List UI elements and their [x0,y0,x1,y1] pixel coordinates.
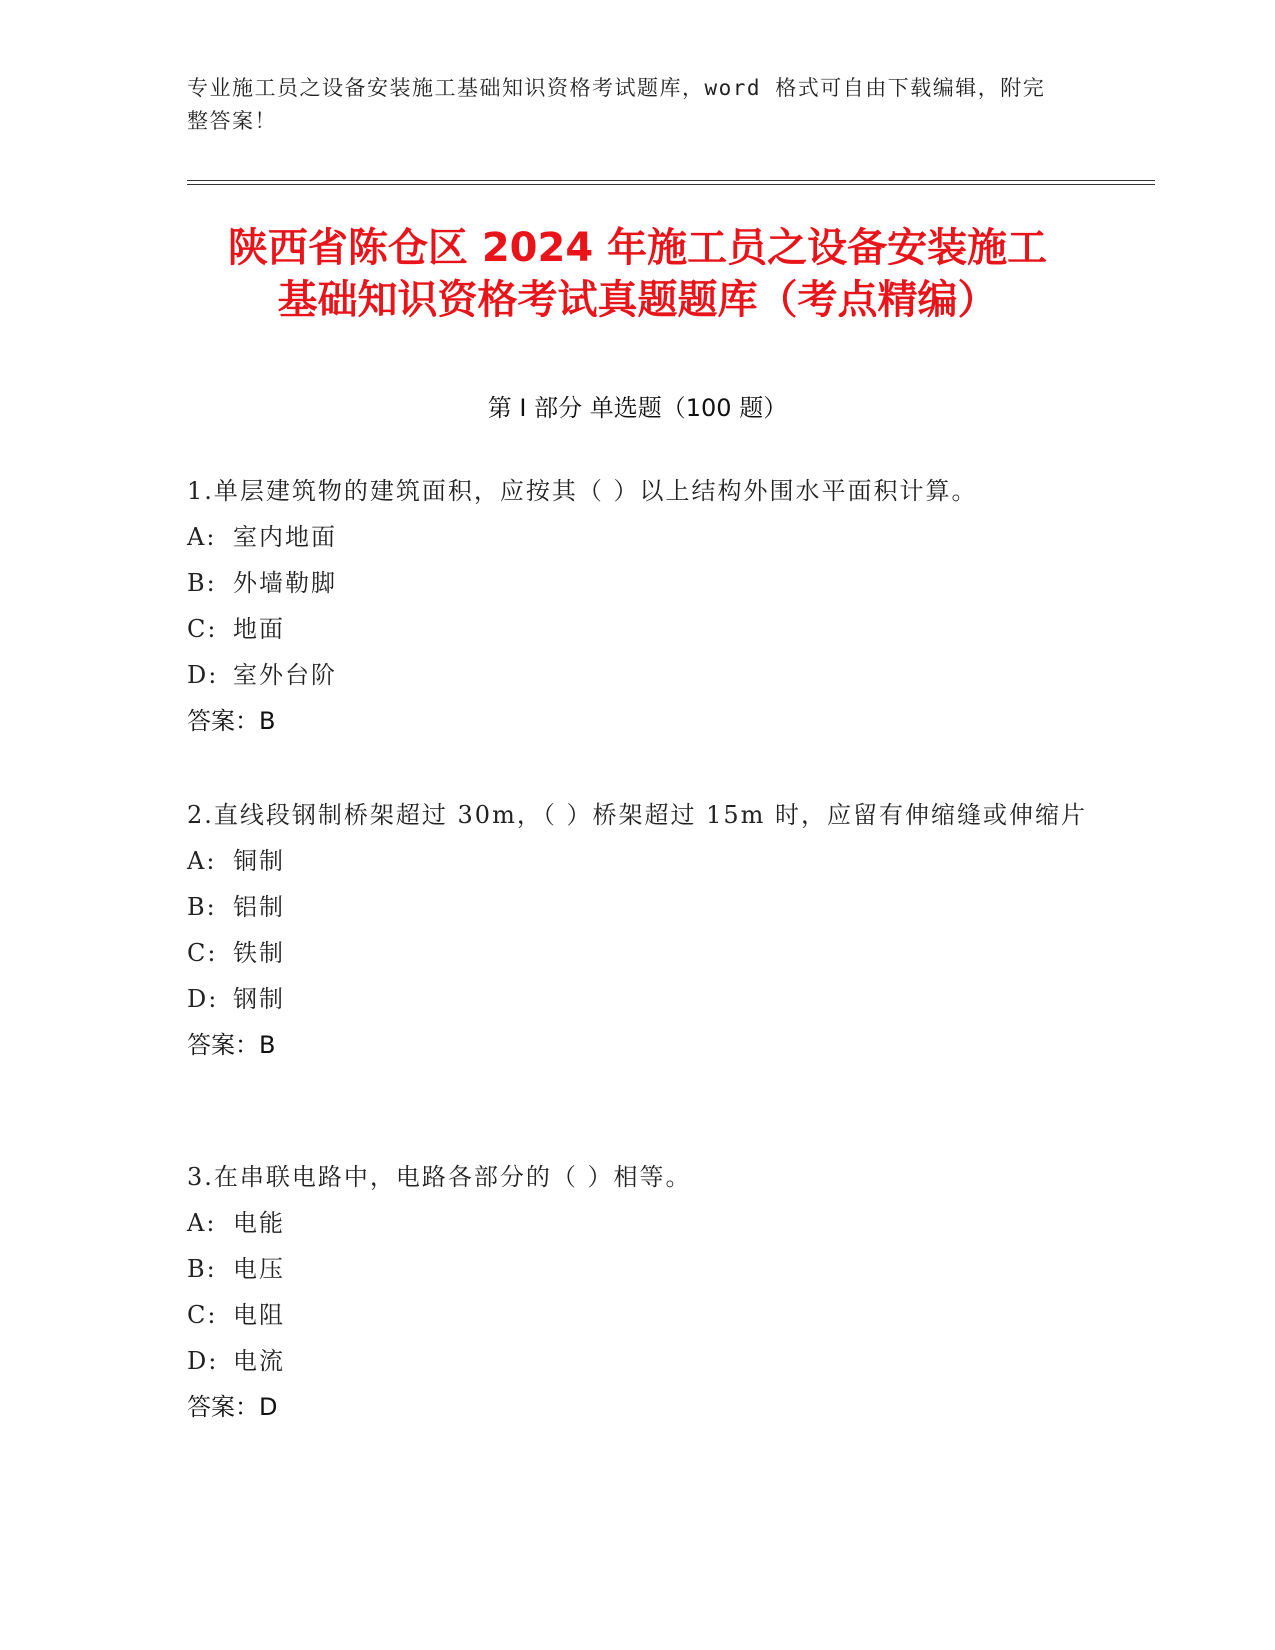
option-c [187,1292,1087,1338]
option-label: D: [187,985,219,1013]
option-label: A: [187,847,217,875]
option-label: D: [187,1347,219,1375]
question-1 [187,468,1087,744]
option-label: A: [187,523,217,551]
option-b [187,884,1087,930]
header-rule-bottom [187,184,1155,185]
option-text: 电阻 [233,1301,285,1329]
option-c [187,606,1087,652]
option-label: B: [187,893,217,921]
option-label: B: [187,1255,217,1283]
document-title [170,222,1105,326]
option-d [187,652,1087,698]
title-line-1: 陕西省陈仓区 2024 年施工员之设备安装施工 [227,225,1048,271]
option-c [187,930,1087,976]
section-title: 第 I 部分 单选题（100 题） [487,394,788,422]
answer: 答案：D [187,1393,278,1421]
option-label: A: [187,1209,217,1237]
option-text: 电压 [233,1255,285,1283]
option-b [187,1246,1087,1292]
header-note: 专业施工员之设备安装施工基础知识资格考试题库，word 格式可自由下载编辑，附完整答案！ [187,76,1046,133]
question-2 [187,792,1087,1068]
question-text: 2.直线段钢制桥架超过 30m，（ ）桥架超过 15m 时，应留有伸缩缝或伸缩片 [187,801,1088,829]
option-text: 室外台阶 [233,661,337,689]
title-line-2: 基础知识资格考试真题题库（考点精编） [277,277,998,323]
option-text: 电流 [233,1347,285,1375]
question-3 [187,1154,1087,1430]
option-text: 铜制 [233,847,285,875]
option-text: 外墙勒脚 [233,569,337,597]
answer: 答案：B [187,707,276,735]
option-text: 铝制 [233,893,285,921]
question-text: 1.单层建筑物的建筑面积，应按其（ ）以上结构外围水平面积计算。 [187,477,978,505]
header-rule-top [187,180,1155,181]
option-label: B: [187,569,217,597]
option-a [187,838,1087,884]
option-a [187,514,1087,560]
option-label: C: [187,939,218,967]
question-text: 3.在串联电路中，电路各部分的（ ）相等。 [187,1163,692,1191]
option-a [187,1200,1087,1246]
option-text: 地面 [233,615,285,643]
answer: 答案：B [187,1031,276,1059]
option-text: 铁制 [233,939,285,967]
option-text: 室内地面 [233,523,337,551]
option-label: D: [187,661,219,689]
option-d [187,976,1087,1022]
option-label: C: [187,1301,218,1329]
option-label: C: [187,615,218,643]
option-text: 钢制 [233,985,285,1013]
option-b [187,560,1087,606]
option-d [187,1338,1087,1384]
option-text: 电能 [233,1209,285,1237]
